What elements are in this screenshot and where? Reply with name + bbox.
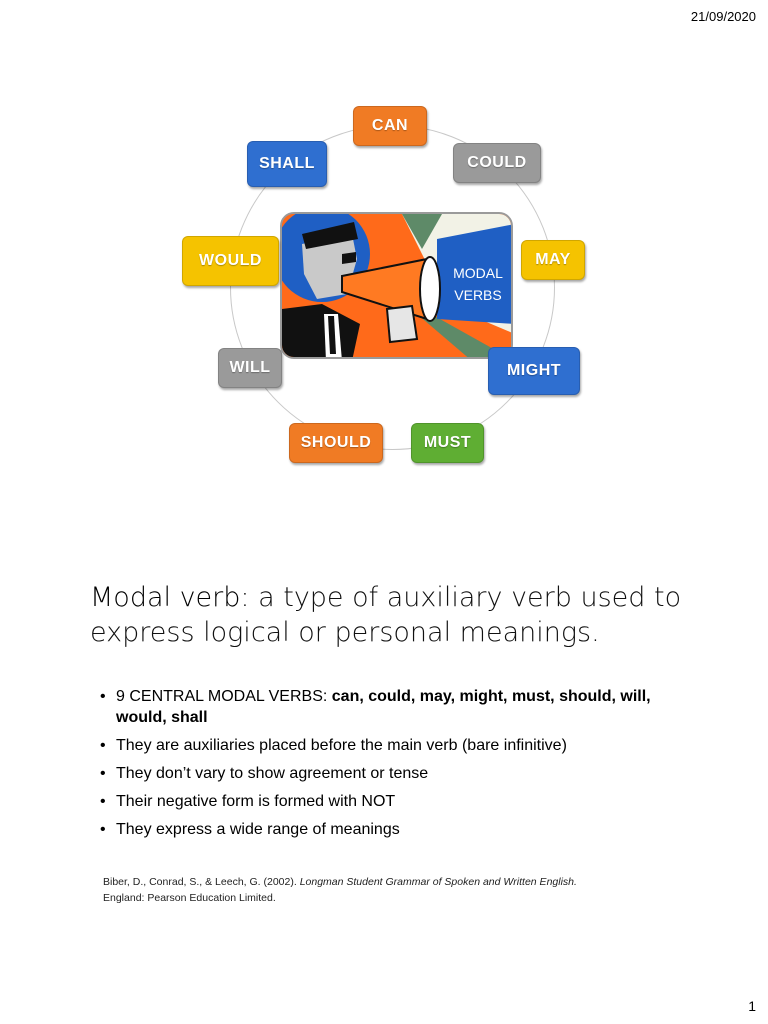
verb-pill[interactable] bbox=[488, 347, 580, 395]
slide-date: 21/09/2020 bbox=[690, 9, 756, 24]
verb-label: MUST bbox=[423, 434, 472, 451]
verb-pill[interactable] bbox=[453, 143, 541, 183]
reference bbox=[103, 874, 663, 906]
verb-label: MIGHT bbox=[506, 362, 562, 379]
reference-publisher: England: Pearson Education Limited. bbox=[103, 892, 276, 904]
verb-label: WILL bbox=[229, 359, 271, 376]
bullet-item bbox=[100, 686, 700, 728]
bullet-item: • They are auxiliaries placed before the main verb (bare infinitive) bbox=[100, 735, 700, 756]
verb-pill[interactable] bbox=[218, 348, 282, 388]
page-number: 1 bbox=[748, 998, 756, 1014]
hero-label-line1: MODAL bbox=[453, 265, 503, 281]
bullet-list bbox=[100, 686, 700, 847]
definition-text: a type of auxiliary verb used to express logical or personal meanings. bbox=[90, 582, 682, 648]
verb-label: MAY bbox=[535, 251, 571, 268]
verb-label: SHOULD bbox=[300, 434, 372, 451]
definition-term: Modal verb: bbox=[90, 582, 250, 613]
verb-label: SHALL bbox=[259, 155, 315, 172]
bullet-item: • They don’t vary to show agreement or tense bbox=[100, 763, 700, 784]
definition-heading bbox=[90, 580, 710, 650]
bullet-prefix: 9 CENTRAL MODAL VERBS: bbox=[116, 688, 332, 705]
verb-pill[interactable] bbox=[182, 236, 279, 286]
hero-label-line2: VERBS bbox=[454, 287, 502, 303]
bullet-item: • They express a wide range of meanings bbox=[100, 819, 700, 840]
bullet-bold-verbs: can, could, may, might, must, should, will, would, shall bbox=[116, 688, 651, 726]
verb-label: WOULD bbox=[199, 252, 262, 269]
verb-pill[interactable] bbox=[289, 423, 383, 463]
verb-pill[interactable] bbox=[353, 106, 427, 146]
modal-verbs-diagram bbox=[0, 0, 768, 480]
bullet-item: • Their negative form is formed with NOT bbox=[100, 791, 700, 812]
verb-pill[interactable] bbox=[247, 141, 327, 187]
reference-authors: Biber, D., Conrad, S., & Leech, G. (2002). bbox=[103, 876, 300, 888]
hero-label bbox=[443, 262, 513, 306]
reference-title: Longman Student Grammar of Spoken and Written English. bbox=[299, 876, 577, 888]
verb-pill[interactable] bbox=[411, 423, 484, 463]
verb-label: CAN bbox=[371, 117, 409, 134]
megaphone-illustration bbox=[280, 212, 513, 359]
verb-label: COULD bbox=[467, 154, 527, 171]
verb-pill[interactable] bbox=[521, 240, 585, 280]
